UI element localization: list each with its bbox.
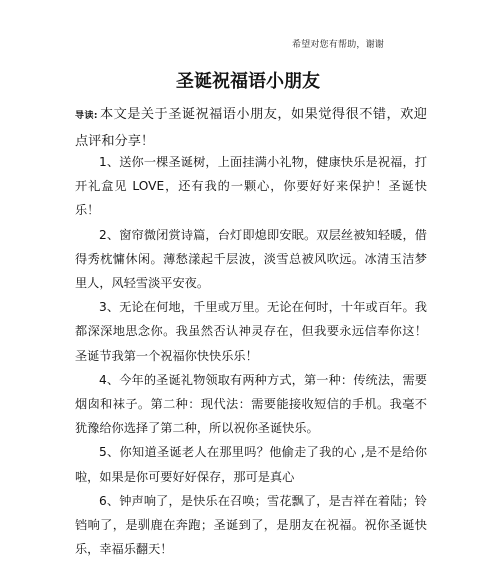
- paragraph-1: 1、送你一棵圣诞树，上面挂满小礼物，健康快乐是祝福，打开礼盒见 LOVE，还有我的一颗心，你要好好来保护！圣诞快乐！: [75, 155, 427, 218]
- paragraph-6: 6、钟声响了，是快乐在召唤；雪花飘了，是吉祥在着陆；铃铛响了，是驯鹿在奔跑；圣诞到了，是朋友在祝福。祝你圣诞快乐，幸福乐翻天！: [75, 493, 427, 557]
- paragraph-4: 4、今年的圣诞礼物领取有两种方式，第一种：传统法，需要烟囱和袜子。第二种：现代法：需要能接收短信的手机。我毫不犹豫给你选择了第二种，所以祝你圣诞快乐。: [75, 372, 427, 436]
- header-note: 希望对您有帮助，谢谢: [292, 40, 385, 50]
- body-paragraphs: [75, 150, 427, 561]
- intro-label: 导读:: [75, 111, 98, 121]
- paragraph-2: 2、窗帘微闭赏诗篇，台灯即熄即安眠。双层丝被知轻暖，借得秀枕慵休闲。薄愁漾起千层波，淡雪总被风吹远。冰清玉洁梦里人，风轻雪淡平安夜。: [75, 227, 427, 291]
- paragraph-5: 5、你知道圣诞老人在那里吗？他偷走了我的心 ,是不是给你啦，如果是你可要好好保存，那可是真心: [75, 445, 427, 484]
- document-title: 圣诞祝福语小朋友: [176, 71, 320, 92]
- intro-text: 本文是关于圣诞祝福语小朋友，如果觉得很不错，欢迎点评和分享！: [75, 107, 427, 149]
- paragraph-3: 3、无论在何地，千里或万里。无论在何时，十年或百年。我都深深地思念你。我虽然否认神灵存在，但我要永远信奉你这！圣诞节我第一个祝福你快快乐乐！: [75, 300, 427, 363]
- intro-paragraph: [75, 102, 427, 154]
